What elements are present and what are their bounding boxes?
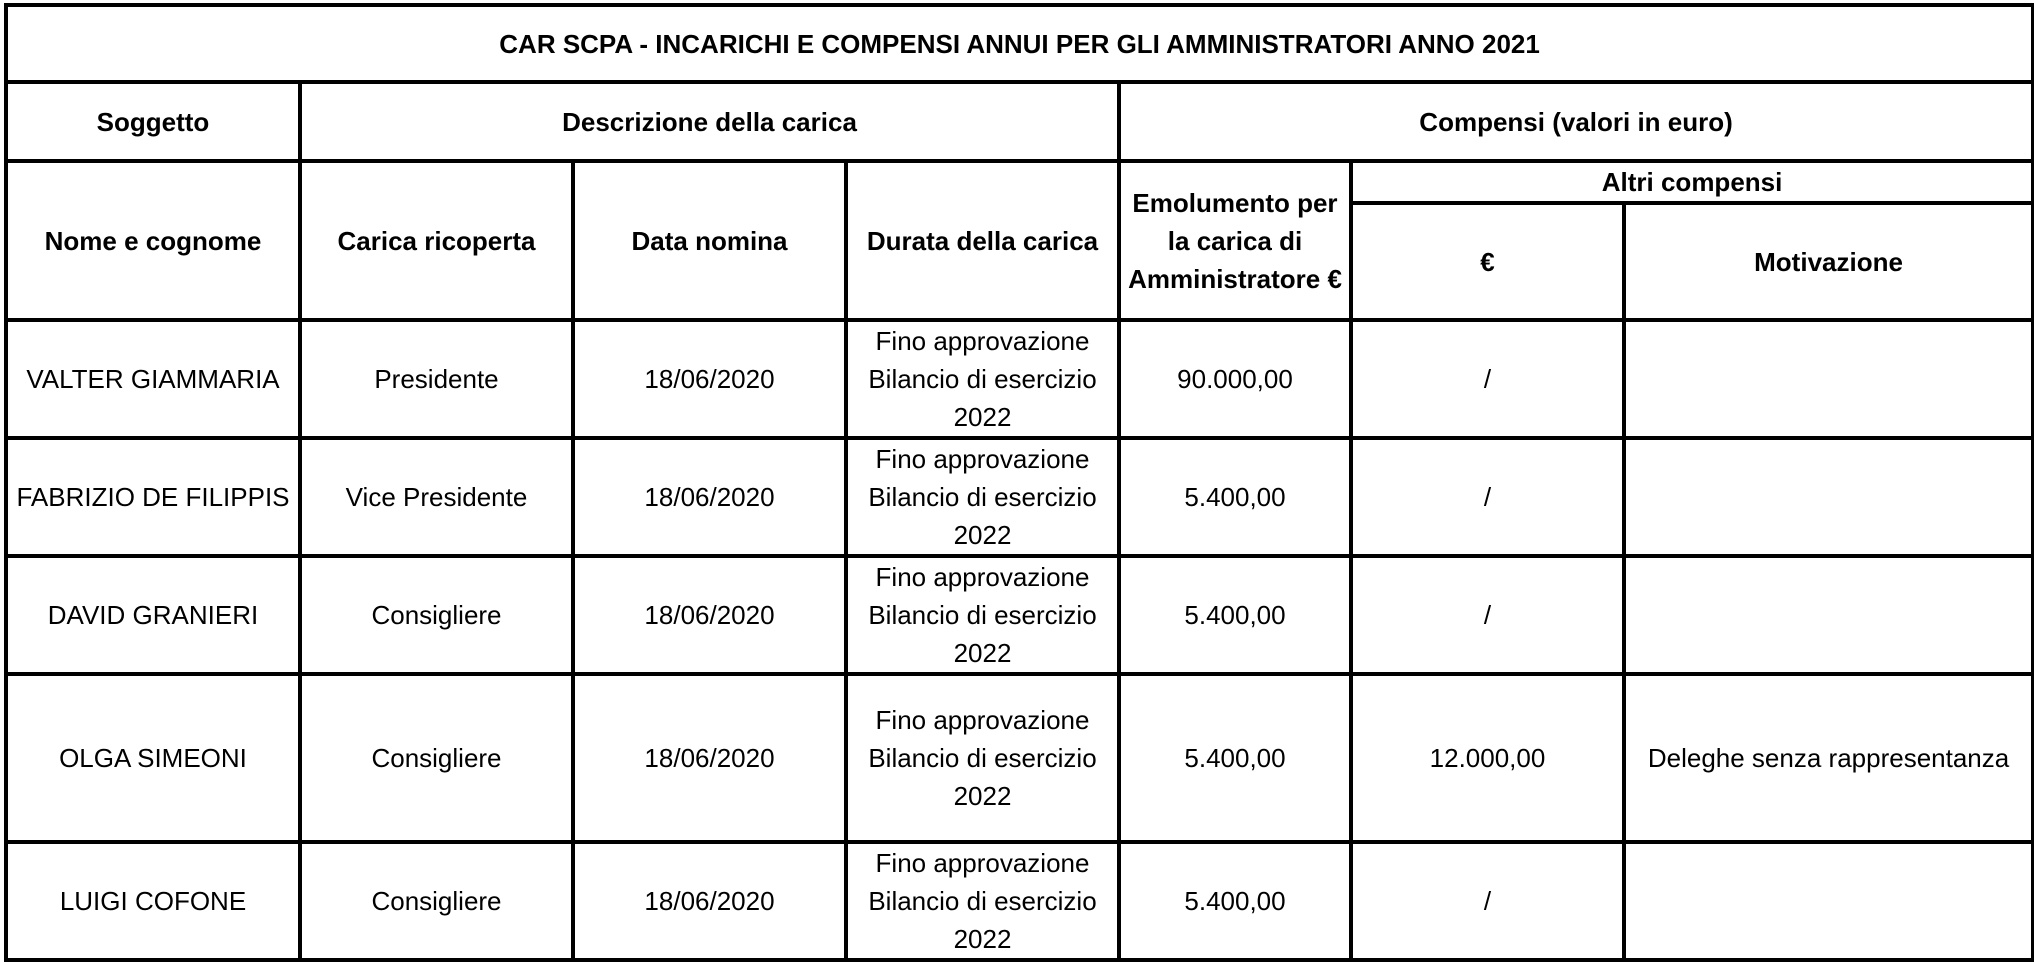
column-header-row	[6, 161, 2033, 203]
cell-data: 18/06/2020	[573, 320, 846, 438]
cell-nome: LUIGI COFONE	[6, 842, 300, 960]
cell-emolumento: 90.000,00	[1119, 320, 1351, 438]
column-header-euro: €	[1351, 203, 1624, 320]
column-header-altri-compensi: Altri compensi	[1351, 161, 2033, 203]
cell-emolumento: 5.400,00	[1119, 556, 1351, 674]
cell-durata-line: 2022	[953, 638, 1012, 668]
cell-data: 18/06/2020	[573, 556, 846, 674]
cell-altri-euro: /	[1351, 556, 1624, 674]
cell-durata-line: 2022	[953, 402, 1012, 432]
table-title: CAR SCPA - INCARICHI E COMPENSI ANNUI PER GLI AMMINISTRATORI ANNO 2021	[6, 5, 2033, 82]
table-row	[6, 320, 2033, 438]
table-row	[6, 438, 2033, 556]
cell-durata	[846, 556, 1119, 674]
cell-altri-euro: 12.000,00	[1351, 674, 1624, 842]
title-row	[6, 5, 2033, 82]
cell-altri-euro: /	[1351, 842, 1624, 960]
cell-nome: FABRIZIO DE FILIPPIS	[6, 438, 300, 556]
cell-motivazione: Deleghe senza rappresentanza	[1624, 674, 2033, 842]
column-header-emolumento-line: Amministratore €	[1128, 263, 1342, 294]
cell-nome: DAVID GRANIERI	[6, 556, 300, 674]
compensation-table	[4, 3, 2034, 962]
cell-durata-line: Fino approvazione	[875, 562, 1090, 592]
column-header-emolumento-line: la carica di	[1167, 225, 1303, 256]
cell-durata-line: Bilancio di esercizio	[868, 364, 1097, 394]
column-header-emolumento	[1119, 161, 1351, 320]
cell-motivazione	[1624, 842, 2033, 960]
cell-motivazione	[1624, 556, 2033, 674]
cell-nome: OLGA SIMEONI	[6, 674, 300, 842]
cell-altri-euro: /	[1351, 438, 1624, 556]
column-header-emolumento-line: Emolumento per	[1132, 187, 1338, 218]
cell-data: 18/06/2020	[573, 438, 846, 556]
table-row	[6, 842, 2033, 960]
cell-durata-line: 2022	[953, 924, 1012, 954]
column-header-nome: Nome e cognome	[6, 161, 300, 320]
cell-carica: Consigliere	[300, 842, 573, 960]
cell-emolumento: 5.400,00	[1119, 438, 1351, 556]
column-header-carica: Carica ricoperta	[300, 161, 573, 320]
group-header-descrizione: Descrizione della carica	[300, 82, 1119, 161]
cell-carica: Consigliere	[300, 674, 573, 842]
cell-durata-line: 2022	[953, 781, 1012, 811]
cell-carica: Vice Presidente	[300, 438, 573, 556]
cell-durata	[846, 320, 1119, 438]
group-header-compensi: Compensi (valori in euro)	[1119, 82, 2033, 161]
cell-durata-line: Bilancio di esercizio	[868, 743, 1097, 773]
group-header-row	[6, 82, 2033, 161]
cell-durata-line: Bilancio di esercizio	[868, 482, 1097, 512]
cell-durata-line: Fino approvazione	[875, 705, 1090, 735]
cell-durata-line: Bilancio di esercizio	[868, 886, 1097, 916]
cell-carica: Consigliere	[300, 556, 573, 674]
cell-nome: VALTER GIAMMARIA	[6, 320, 300, 438]
cell-durata-line: Fino approvazione	[875, 848, 1090, 878]
table-row	[6, 674, 2033, 842]
cell-emolumento: 5.400,00	[1119, 674, 1351, 842]
cell-carica: Presidente	[300, 320, 573, 438]
column-header-data: Data nomina	[573, 161, 846, 320]
cell-altri-euro: /	[1351, 320, 1624, 438]
table-row	[6, 556, 2033, 674]
cell-durata-line: 2022	[953, 520, 1012, 550]
cell-durata	[846, 438, 1119, 556]
cell-durata-line: Fino approvazione	[875, 444, 1090, 474]
cell-durata-line: Bilancio di esercizio	[868, 600, 1097, 630]
cell-durata	[846, 842, 1119, 960]
cell-data: 18/06/2020	[573, 842, 846, 960]
column-header-durata: Durata della carica	[846, 161, 1119, 320]
group-header-soggetto: Soggetto	[6, 82, 300, 161]
column-header-motivazione: Motivazione	[1624, 203, 2033, 320]
cell-emolumento: 5.400,00	[1119, 842, 1351, 960]
cell-durata	[846, 674, 1119, 842]
cell-motivazione	[1624, 320, 2033, 438]
cell-motivazione	[1624, 438, 2033, 556]
cell-durata-line: Fino approvazione	[875, 326, 1090, 356]
cell-data: 18/06/2020	[573, 674, 846, 842]
